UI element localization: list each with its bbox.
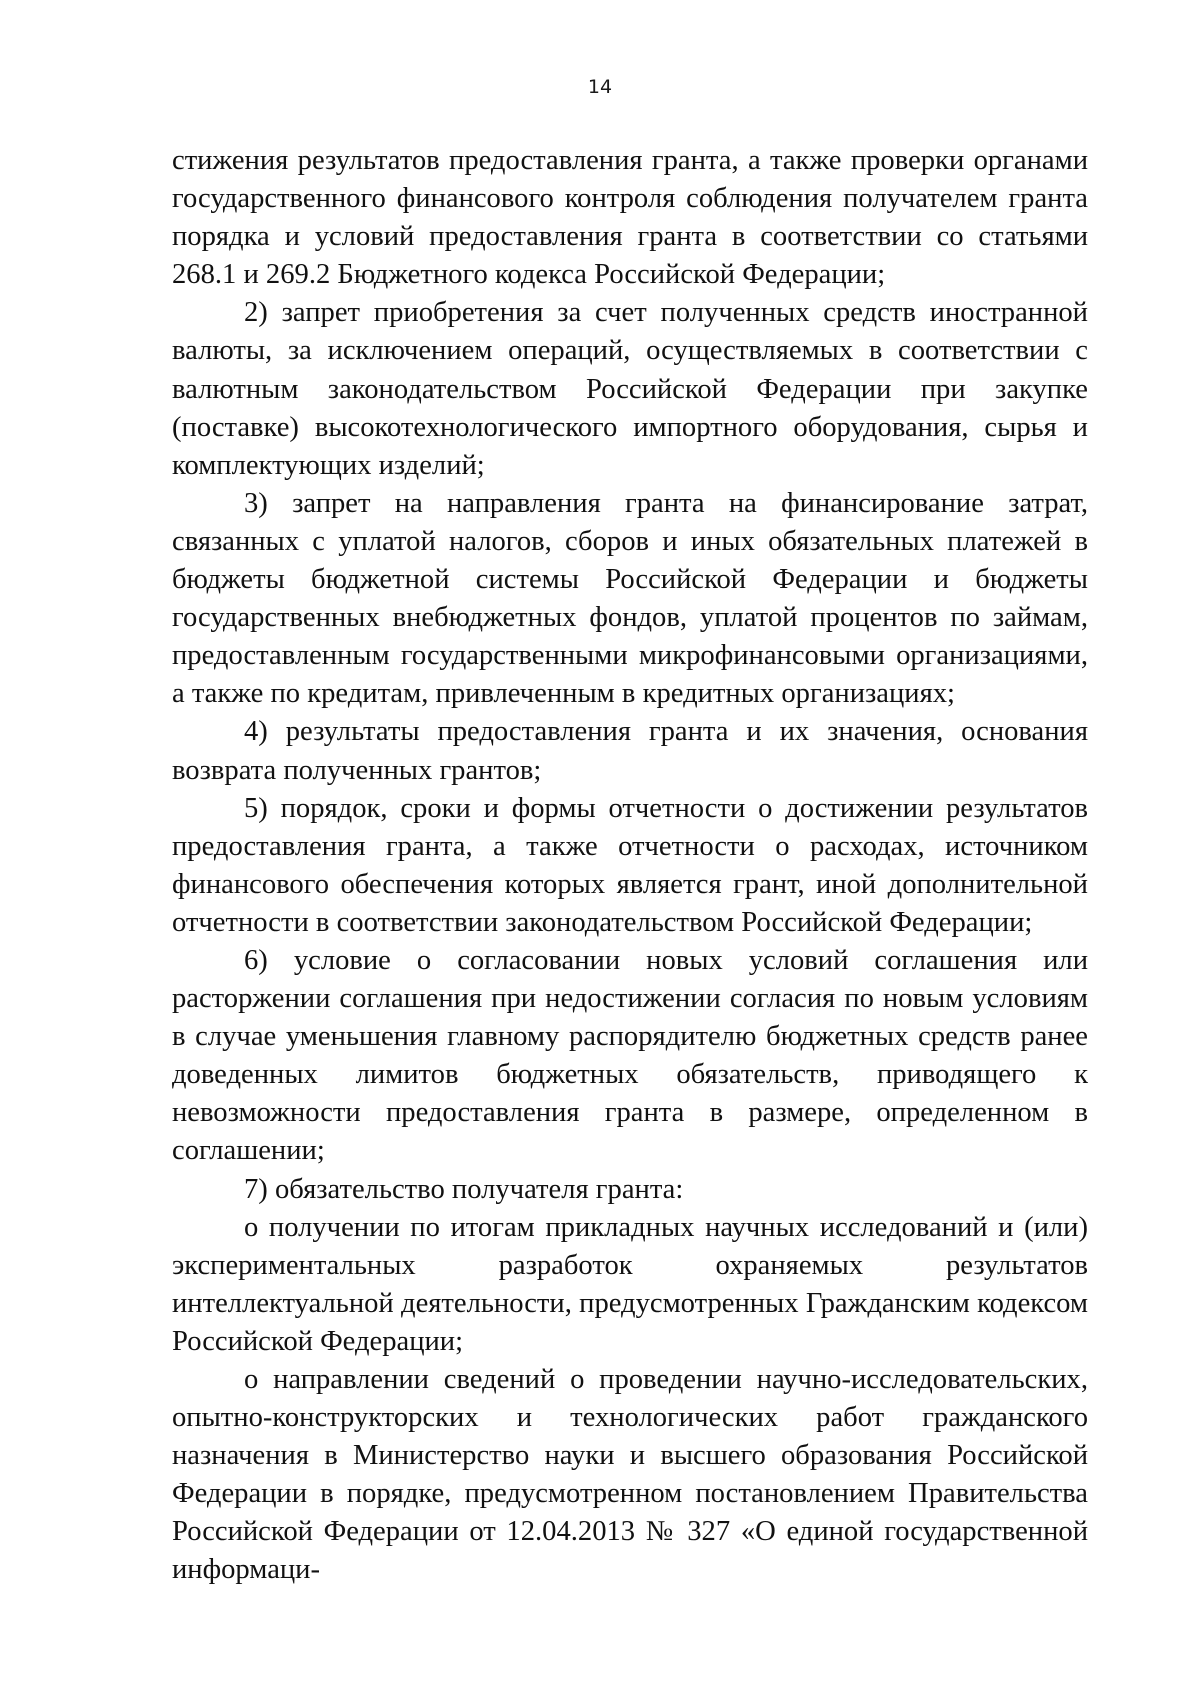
paragraph-obligation-info: о направлении сведений о проведении научно-исследовательских, опытно-конструкторских и технологических работ гражданского назначения в Министерство науки и высшего образования Российской Федерации в порядке, предусмотренном постановлением Правительства Российской Федерации от 12.04.2013 № 327 «О единой государственной информаци- <box>172 1364 1088 1586</box>
paragraph-item-5: 5) порядок, сроки и формы отчетности о достижении результатов предоставления гранта, а также отчетности о расходах, источником финансового обеспечения которых является грант, иной дополнительной отчетности в соответствии законодательством Российской Федерации; <box>172 792 1088 938</box>
paragraph-item-3: 3) запрет на направления гранта на финансирование затрат, связанных с уплатой налогов, сборов и иных обязательных платежей в бюджеты бюджетной системы Российской Федерации и бюджеты государственных внебюджетных фондов, уплатой процентов по займам, предоставленным государственными микрофинансовыми организациями, а также по кредитам, привлеченным в кредитных организациях; <box>172 487 1088 710</box>
paragraph-continuation: стижения результатов предоставления гранта, а также проверки органами государственного финансового контроля соблюдения получателем гранта порядка и условий предоставления гранта в соответствии со статьями 268.1 и 269.2 Бюджетного кодекса Российской Федерации; <box>172 145 1088 291</box>
paragraph-obligation-ip: о получении по итогам прикладных научных исследований и (или) экспериментальных разработок охраняемых результатов интеллектуальной деятельности, предусмотренных Гражданским кодексом Российской Федерации; <box>172 1211 1088 1357</box>
paragraph-item-2: 2) запрет приобретения за счет полученных средств иностранной валюты, за исключением операций, осуществляемых в соответствии с валютным законодательством Российской Федерации при закупке (поставке) высокотехнологического импортного оборудования, сырья и комплектующих изделий; <box>172 297 1088 481</box>
document-body <box>172 142 1088 1590</box>
page-number: 14 <box>587 76 613 98</box>
paragraph-item-7: 7) обязательство получателя гранта: <box>244 1173 684 1205</box>
paragraph-item-6: 6) условие о согласовании новых условий соглашения или расторжении соглашения при недостижении согласия по новым условиям в случае уменьшения главному распорядителю бюджетных средств ранее доведенных лимитов бюджетных обязательств, приводящего к невозможности предоставления гранта в размере, определенном в соглашении; <box>172 944 1088 1167</box>
paragraph-item-4: 4) результаты предоставления гранта и их значения, основания возврата полученных грантов; <box>172 716 1088 786</box>
